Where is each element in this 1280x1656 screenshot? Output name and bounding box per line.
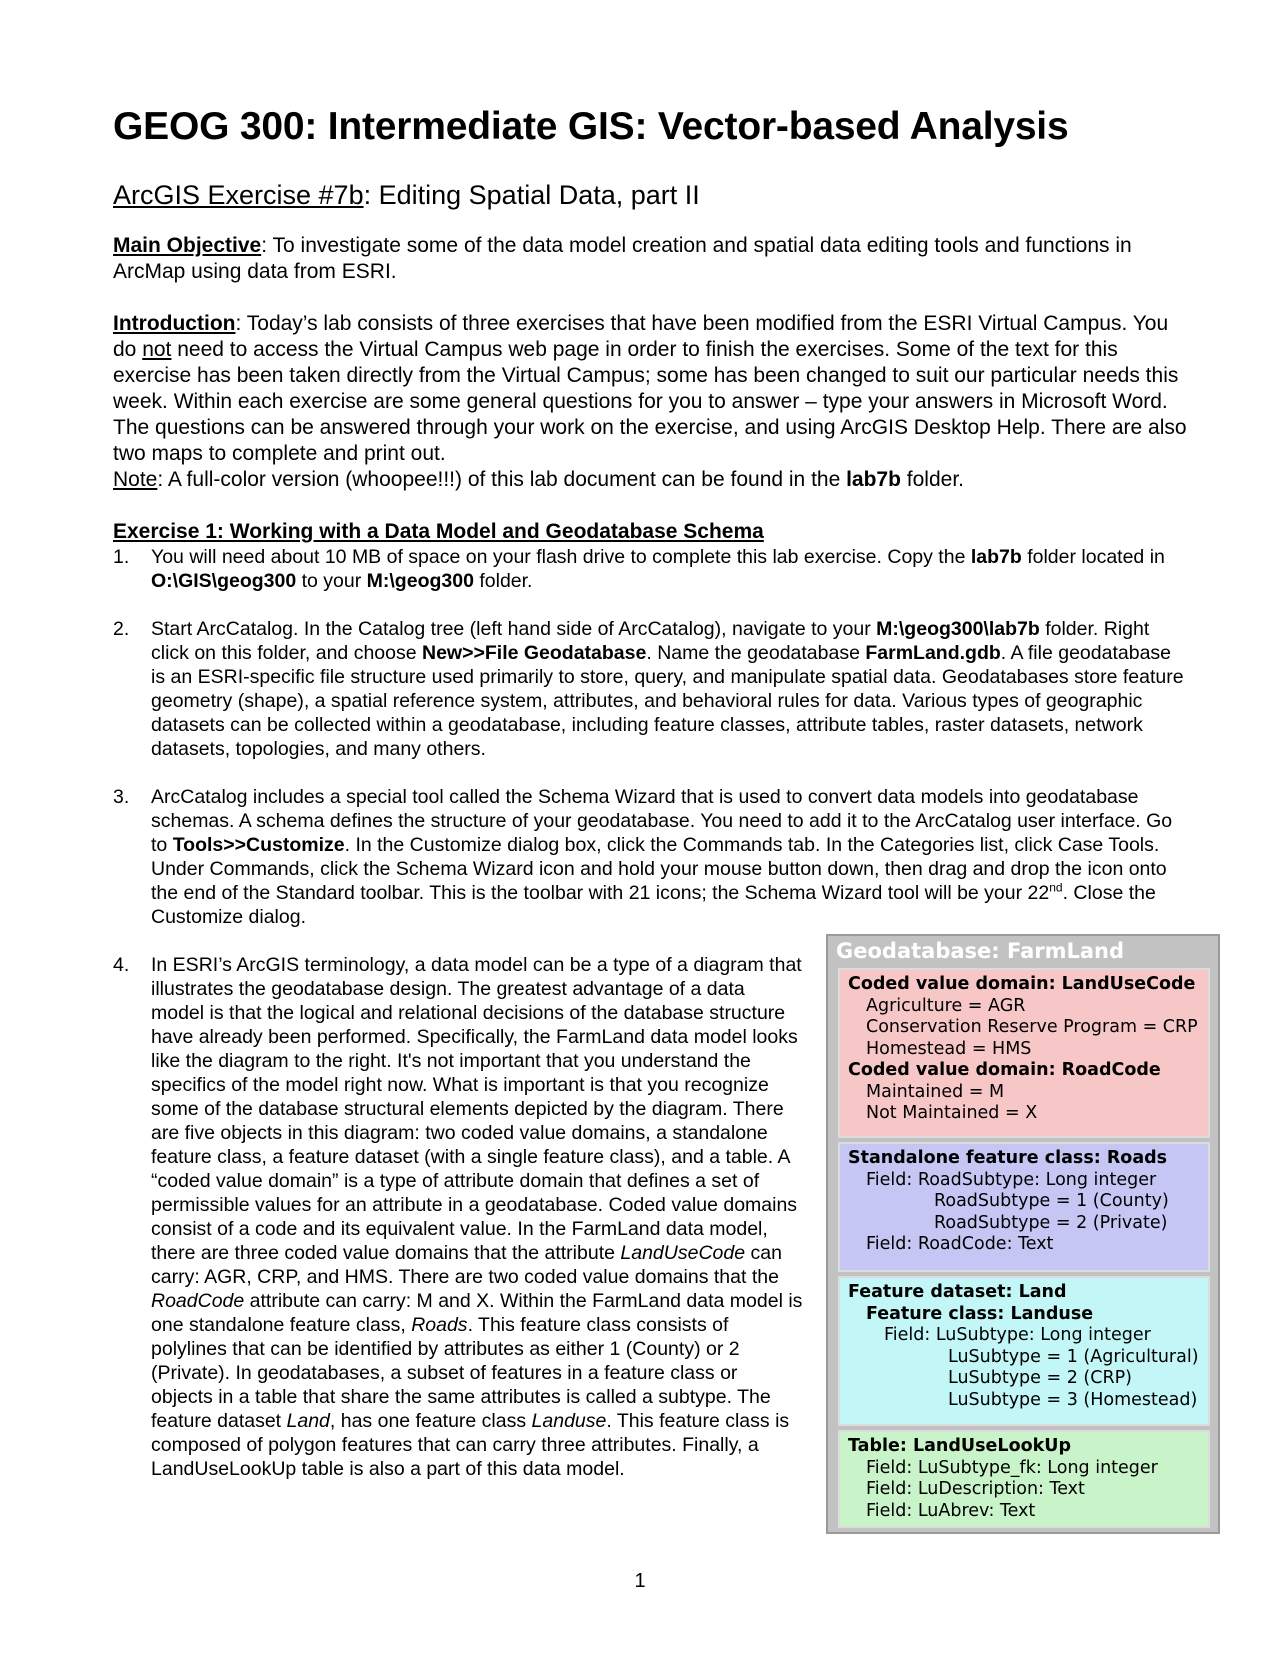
step-superscript: nd (1049, 880, 1063, 895)
subtitle-rest: : Editing Spatial Data, part II (363, 180, 700, 210)
step-italic: Landuse (531, 1410, 607, 1432)
landuselookup-table-box (838, 1430, 1210, 1528)
main-objective (113, 233, 1188, 285)
step-text: In ESRI’s ArcGIS terminology, a data model can be a type of a diagram that illustrates the geodatabase design. The greatest advantage of a data model is that the logical and relational decisions of the database structure have already been performed. Specifically, the FarmLand data model looks like the diagram to the right. It's not important that you understand the specifics of the model right now. What is important is that you recognize some of the database structural elements depicted by the diagram. There are five objects in this diagram: two coded value domains, a standalone feature class, a feature dataset (with a single feature class), and a table. A “coded value domain” is a type of attribute domain that defines a set of permissible values for an attribute in a geodatabase. Coded value domains consist of a code and its equivalent value. In the FarmLand data model, there are three coded value domains that the attribute (151, 954, 802, 1264)
roads-subtype: RoadSubtype = 1 (County) (934, 1191, 1169, 1211)
landuse-class-header: Feature class: Landuse (866, 1303, 1094, 1324)
coded-value-domains-box (838, 968, 1210, 1138)
step-bold: M:\geog300 (366, 570, 474, 592)
roads-field: Field: RoadSubtype: Long integer (866, 1169, 1157, 1190)
introduction-not: not (142, 338, 172, 361)
domain-value: Agriculture = AGR (866, 995, 1026, 1016)
domain-value: Homestead = HMS (866, 1038, 1032, 1059)
table-field: Field: LuSubtype_fk: Long integer (866, 1457, 1158, 1478)
roads-feature-class-box (838, 1142, 1210, 1272)
roads-header: Standalone feature class: Roads (848, 1148, 1168, 1168)
land-feature-dataset-box (838, 1276, 1210, 1426)
domain-value: Conservation Reserve Program = CRP (866, 1017, 1198, 1037)
step-text: . In the Customize dialog box, click the Commands tab. In the Categories list, click Case Tools. Under Commands, click the Schema Wizard icon and hold your mouse button down, then drag and drop the icon onto the end of the Standard toolbar. This is the toolbar with 21 icons; the Schema Wizard tool will be your 22 (151, 834, 1167, 904)
step-bold: lab7b (970, 546, 1022, 568)
step-text: , has one feature class (329, 1410, 532, 1432)
domain-header: Coded value domain: RoadCode (848, 1060, 1161, 1080)
objective-label: Main Objective (113, 234, 262, 257)
table-header: Table: LandUseLookUp (848, 1436, 1071, 1456)
step-italic: Land (286, 1410, 330, 1432)
step-bold: New>>File Geodatabase (422, 642, 647, 664)
landuse-subtype: LuSubtype = 1 (Agricultural) (948, 1346, 1199, 1367)
step-1 (113, 545, 1188, 593)
step-number: 3. (113, 786, 130, 808)
introduction-text-2: need to access the Virtual Campus web page in order to finish the exercises. Some of the text for this exercise has been taken directly from the Virtual Campus; some has been changed to suit our particular needs this week. Within each exercise are some general questions for you to answer – type your answers in Microsoft Word. The questions can be answered through your work on the exercise, and using ArcGIS Desktop Help. There are also two maps to complete and print out. (113, 338, 1187, 465)
subtitle-link-text: ArcGIS Exercise #7b (113, 180, 364, 210)
step-text: can carry: AGR, CRP, and HMS. There are two coded value domains that the (151, 1242, 782, 1288)
step-italic: Roads (411, 1314, 468, 1336)
page-number: 1 (634, 1570, 646, 1592)
step-number: 1. (113, 546, 130, 568)
step-bold: FarmLand.gdb (865, 642, 1001, 664)
diagram-title: Geodatabase: FarmLand (836, 939, 1125, 963)
domain-header: Coded value domain: LandUseCode (848, 974, 1196, 994)
note-end: folder. (900, 468, 964, 491)
step-text: . Name the geodatabase (646, 642, 866, 664)
step-text: attribute can carry: M and X. Within the FarmLand data model is one standalone feature class, (151, 1290, 803, 1336)
step-italic: RoadCode (151, 1290, 245, 1312)
step-text: ArcCatalog includes a special tool called the Schema Wizard that is used to convert data models into geodatabase schemas. A schema defines the structure of your geodatabase. You need to add it to the ArcCatalog user interface. Go to (151, 786, 1173, 856)
domain-value: Maintained = M (866, 1081, 1005, 1102)
step-text: You will need about 10 MB of space on your flash drive to complete this lab exercise. Copy the (151, 546, 971, 568)
introduction-text-1: : Today’s lab consists of three exercises that have been modified from the ESRI Virtual Campus. You do (113, 312, 1169, 361)
step-italic: LandUseCode (620, 1242, 746, 1264)
roads-subtype: RoadSubtype = 2 (Private) (934, 1212, 1168, 1233)
geodatabase-diagram (826, 934, 1220, 1534)
landuse-field: Field: LuSubtype: Long integer (884, 1325, 1151, 1345)
step-4-text (151, 953, 803, 1481)
domain-value: Not Maintained = X (866, 1103, 1038, 1123)
note-folder: lab7b (846, 468, 901, 491)
page-title: GEOG 300: Intermediate GIS: Vector-based Analysis (113, 105, 1069, 148)
step-bold: O:\GIS\geog300 (151, 570, 297, 592)
step-2 (113, 617, 1188, 761)
step-text: folder. (473, 570, 533, 592)
step-text: . This feature class is composed of polygon features that can carry three attributes. Finally, a LandUseLookUp table is also a part of this data model. (151, 1410, 790, 1480)
step-3 (113, 785, 1188, 929)
landuse-subtype: LuSubtype = 3 (Homestead) (948, 1389, 1198, 1410)
step-number: 4. (113, 954, 130, 976)
introduction-label: Introduction (113, 312, 236, 335)
note-label: Note (113, 468, 158, 491)
step-text: to your (296, 570, 367, 592)
table-field: Field: LuAbrev: Text (866, 1500, 1036, 1521)
roads-field: Field: RoadCode: Text (866, 1234, 1054, 1254)
step-number: 2. (113, 618, 130, 640)
step-bold: Tools>>Customize (172, 834, 345, 856)
step-text: Start ArcCatalog. In the Catalog tree (left hand side of ArcCatalog), navigate to your (151, 618, 877, 640)
exercise-subtitle (113, 179, 1188, 211)
step-text: folder. Right click on this folder, and choose (151, 618, 1150, 664)
step-text: folder located in (1021, 546, 1165, 568)
landuse-subtype: LuSubtype = 2 (CRP) (948, 1368, 1133, 1388)
step-text: . Close the Customize dialog. (151, 882, 1156, 928)
introduction (113, 311, 1188, 493)
step-text: . A file geodatabase is an ESRI-specific file structure used primarily to store, query, and manipulate spatial data. Geodatabases store feature geometry (shape), a spatial reference system, attributes, and behavioral rules for data. Various types of geographic datasets can be collected within a geodatabase, including feature classes, attribute tables, raster datasets, network datasets, topologies, and many others. (151, 642, 1184, 760)
table-field: Field: LuDescription: Text (866, 1479, 1085, 1499)
objective-text: : To investigate some of the data model creation and spatial data editing tools and functions in ArcMap using data from ESRI. (113, 234, 1132, 283)
step-text: . This feature class consists of polylines that can be identified by attributes as either 1 (County) or 2 (Private). In geodatabases, a subset of features in a feature class or objects in a table that share the same attributes is called a subtype. The feature dataset (151, 1314, 771, 1432)
note-text: : A full-color version (whoopee!!!) of this lab document can be found in the (157, 468, 847, 491)
exercise-1-heading: Exercise 1: Working with a Data Model and Geodatabase Schema (113, 520, 764, 543)
step-bold: M:\geog300\lab7b (876, 618, 1040, 640)
land-header: Feature dataset: Land (848, 1282, 1067, 1302)
